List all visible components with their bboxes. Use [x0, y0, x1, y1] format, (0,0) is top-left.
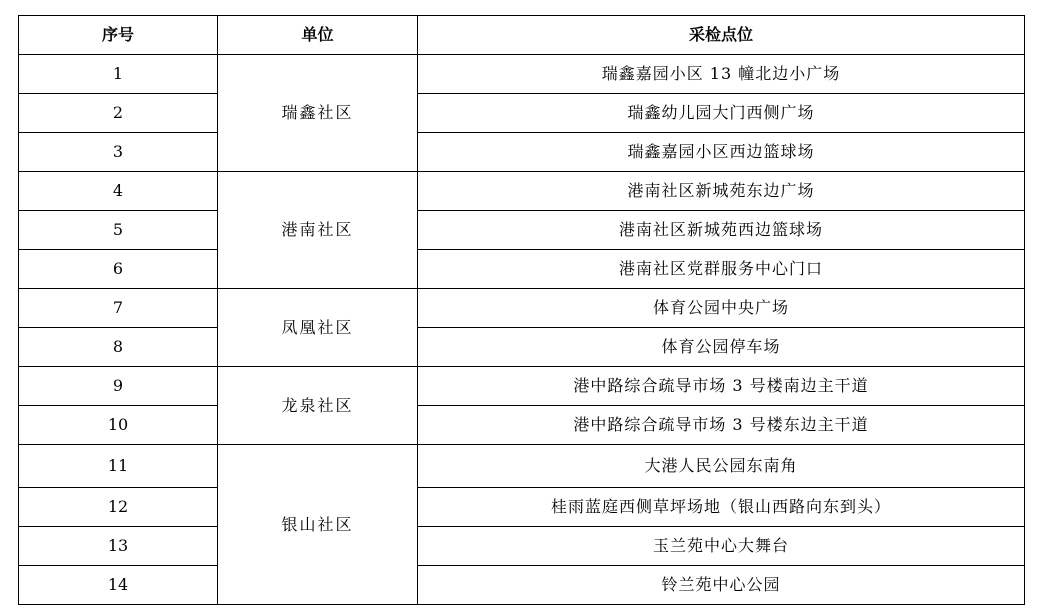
- unit-cell: 港南社区: [218, 172, 418, 289]
- table-row: [19, 55, 1025, 94]
- header-serial-number: 序号: [19, 16, 218, 55]
- table-row: [19, 133, 1025, 172]
- unit-cell: 瑞鑫社区: [218, 55, 418, 172]
- sampling-site-cell: 港中路综合疏导市场 3 号楼东边主干道: [418, 406, 1025, 445]
- serial-number-cell: 9: [19, 367, 218, 406]
- table-row: [19, 488, 1025, 527]
- table-header: [19, 16, 1025, 55]
- table-row: [19, 445, 1025, 488]
- sampling-site-cell: 玉兰苑中心大舞台: [418, 527, 1025, 566]
- serial-number-cell: 12: [19, 488, 218, 527]
- sampling-site-cell: 桂雨蓝庭西侧草坪场地（银山西路向东到头）: [418, 488, 1025, 527]
- sampling-site-cell: 大港人民公园东南角: [418, 445, 1025, 488]
- serial-number-cell: 5: [19, 211, 218, 250]
- sampling-site-cell: 瑞鑫嘉园小区西边篮球场: [418, 133, 1025, 172]
- table-row: [19, 172, 1025, 211]
- header-sampling-site: 采检点位: [418, 16, 1025, 55]
- unit-cell: 银山社区: [218, 445, 418, 605]
- serial-number-cell: 2: [19, 94, 218, 133]
- serial-number-cell: 14: [19, 566, 218, 605]
- table-row: [19, 94, 1025, 133]
- sampling-site-cell: 港南社区新城苑东边广场: [418, 172, 1025, 211]
- unit-cell: 凤凰社区: [218, 289, 418, 367]
- header-row: [19, 16, 1025, 55]
- serial-number-cell: 7: [19, 289, 218, 328]
- sampling-sites-table: [18, 15, 1025, 605]
- unit-cell: 龙泉社区: [218, 367, 418, 445]
- sampling-site-cell: 铃兰苑中心公园: [418, 566, 1025, 605]
- serial-number-cell: 11: [19, 445, 218, 488]
- serial-number-cell: 6: [19, 250, 218, 289]
- serial-number-cell: 1: [19, 55, 218, 94]
- table-row: [19, 328, 1025, 367]
- table-row: [19, 289, 1025, 328]
- table-body: [19, 55, 1025, 605]
- table-row: [19, 527, 1025, 566]
- serial-number-cell: 10: [19, 406, 218, 445]
- table-row: [19, 211, 1025, 250]
- table-row: [19, 406, 1025, 445]
- sampling-site-cell: 瑞鑫幼儿园大门西侧广场: [418, 94, 1025, 133]
- table-row: [19, 566, 1025, 605]
- sampling-site-cell: 港南社区党群服务中心门口: [418, 250, 1025, 289]
- header-unit: 单位: [218, 16, 418, 55]
- serial-number-cell: 4: [19, 172, 218, 211]
- table-row: [19, 367, 1025, 406]
- serial-number-cell: 13: [19, 527, 218, 566]
- sampling-site-cell: 港南社区新城苑西边篮球场: [418, 211, 1025, 250]
- serial-number-cell: 3: [19, 133, 218, 172]
- serial-number-cell: 8: [19, 328, 218, 367]
- sampling-site-cell: 体育公园中央广场: [418, 289, 1025, 328]
- table-row: [19, 250, 1025, 289]
- sampling-site-cell: 港中路综合疏导市场 3 号楼南边主干道: [418, 367, 1025, 406]
- sampling-site-cell: 体育公园停车场: [418, 328, 1025, 367]
- sampling-site-cell: 瑞鑫嘉园小区 13 幢北边小广场: [418, 55, 1025, 94]
